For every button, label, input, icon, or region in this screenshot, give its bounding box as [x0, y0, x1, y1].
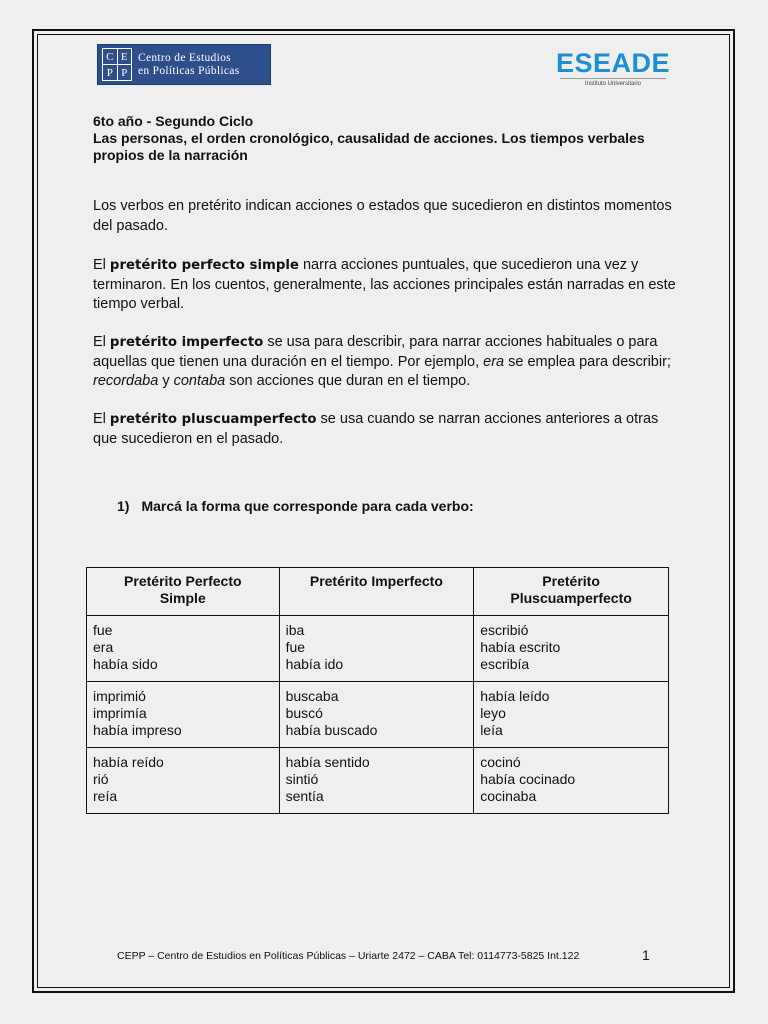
text-span: El	[93, 257, 110, 273]
question-text: Marcá la forma que corresponde para cada verbo:	[141, 498, 474, 514]
verb-option[interactable]: había cocinado	[480, 771, 576, 787]
table-cell	[474, 682, 669, 748]
verb-option[interactable]: fue	[285, 639, 306, 655]
table-cell	[87, 616, 280, 682]
example-era: era	[483, 353, 505, 370]
text-span: narra acciones puntuales, que sucedieron una vez y terminaron. En los cuentos, generalmente, las acciones principales están narradas en este tiempo verbal.	[93, 257, 676, 312]
table-header-row	[87, 568, 669, 616]
document-heading	[93, 113, 683, 164]
table-row	[87, 748, 669, 814]
column-header-line: Pretérito Perfecto	[124, 573, 242, 589]
text-span: El	[93, 334, 110, 350]
eseade-logo	[554, 48, 672, 86]
verb-option[interactable]: había leído	[480, 688, 550, 704]
verb-option[interactable]: imprimía	[93, 705, 147, 721]
verb-option[interactable]: escribía	[480, 656, 530, 672]
verb-option[interactable]: había reído	[93, 754, 164, 770]
paragraph-imperfecto	[93, 333, 683, 392]
column-header-line: Pretérito	[542, 573, 600, 589]
heading-title-line1: Las personas, el orden cronológico, causalidad de acciones. Los tiempos verbales	[93, 130, 645, 146]
cepp-logo	[97, 44, 271, 85]
table-cell	[87, 682, 280, 748]
cepp-letter: P	[118, 65, 132, 80]
text-span: se usa para describir, para narrar acciones habituales o para aquellas que tienen una duración en el tiempo. Por ejemplo,	[93, 334, 658, 370]
table-cell	[474, 748, 669, 814]
verb-option[interactable]: era	[93, 639, 114, 655]
column-header-perfecto-simple	[87, 568, 280, 616]
column-header-imperfecto	[279, 568, 474, 616]
verb-option[interactable]: había ido	[285, 656, 344, 672]
eseade-logo-name: ESEADE	[555, 48, 671, 78]
verb-option[interactable]: cocinó	[480, 754, 521, 770]
verb-option[interactable]: fue	[93, 622, 113, 638]
verb-option[interactable]: rió	[93, 771, 109, 787]
paragraph-pluscuamperfecto	[93, 410, 683, 449]
verb-option[interactable]: imprimió	[93, 688, 146, 704]
table-cell	[279, 682, 474, 748]
verb-option[interactable]: sentía	[285, 788, 324, 804]
verb-option[interactable]: iba	[285, 622, 305, 638]
verb-option[interactable]: cocinaba	[480, 788, 537, 804]
cepp-monogram	[102, 48, 132, 81]
verb-option[interactable]: sintió	[285, 771, 319, 787]
verb-option[interactable]: buscaba	[285, 688, 339, 704]
verb-option[interactable]: leyo	[480, 705, 506, 721]
table-row	[87, 682, 669, 748]
verb-option[interactable]: reía	[93, 788, 118, 804]
cepp-letter: E	[118, 49, 132, 64]
page-footer: CEPP – Centro de Estudios en Políticas Públicas – Uriarte 2472 – CABA Tel: 0114773-5825 Int.122	[117, 950, 580, 962]
example-contaba: contaba	[173, 373, 226, 389]
term-perfecto-simple: pretérito perfecto simple	[109, 258, 299, 273]
text-span: se emplea para describir;	[504, 353, 671, 370]
verb-option[interactable]: había buscado	[285, 722, 378, 738]
verb-option[interactable]: buscó	[285, 705, 323, 721]
term-imperfecto: pretérito imperfecto	[109, 335, 264, 350]
cepp-letter: C	[103, 49, 117, 64]
verb-forms-table	[86, 567, 669, 814]
table-row	[87, 616, 669, 682]
column-header-line: Simple	[159, 590, 206, 606]
cepp-logo-line2: en Políticas Públicas	[138, 64, 240, 77]
column-header-line: Pretérito Imperfecto	[309, 573, 443, 589]
verb-option[interactable]: había escrito	[480, 639, 561, 655]
table-cell	[474, 616, 669, 682]
verb-option[interactable]: había sentido	[285, 754, 370, 770]
question-number: 1)	[117, 498, 130, 514]
text-span: El	[93, 411, 110, 427]
verb-option[interactable]: escribió	[480, 622, 529, 638]
table-cell	[279, 616, 474, 682]
question-1	[117, 498, 474, 514]
paragraph-perfecto-simple	[93, 256, 683, 315]
cepp-letter: P	[103, 65, 117, 80]
term-pluscuamperfecto: pretérito pluscuamperfecto	[109, 412, 317, 427]
verb-option[interactable]: leía	[480, 722, 503, 738]
cepp-logo-line1: Centro de Estudios	[138, 51, 231, 64]
heading-title-line2: propios de la narración	[93, 147, 248, 163]
paragraph-intro: Los verbos en pretérito indican acciones o estados que sucedieron en distintos momentos del pasado.	[93, 198, 672, 234]
table-cell	[279, 748, 474, 814]
verb-option[interactable]: había impreso	[93, 722, 182, 738]
example-recordaba: recordaba	[93, 373, 159, 389]
table-cell	[87, 748, 280, 814]
text-span: se usa cuando se narran acciones anteriores a otras que sucedieron en el pasado.	[93, 411, 659, 447]
column-header-line: Pluscuamperfecto	[510, 590, 632, 606]
text-span: son acciones que duran en el tiempo.	[225, 373, 471, 389]
heading-course: 6to año - Segundo Ciclo	[93, 113, 254, 129]
column-header-pluscuamperfecto	[474, 568, 669, 616]
verb-option[interactable]: había sido	[93, 656, 158, 672]
page-number: 1	[642, 947, 650, 963]
cepp-logo-text	[138, 52, 239, 78]
text-span: y	[158, 373, 174, 389]
eseade-logo-subtitle: Instituto Universitario	[560, 78, 666, 88]
